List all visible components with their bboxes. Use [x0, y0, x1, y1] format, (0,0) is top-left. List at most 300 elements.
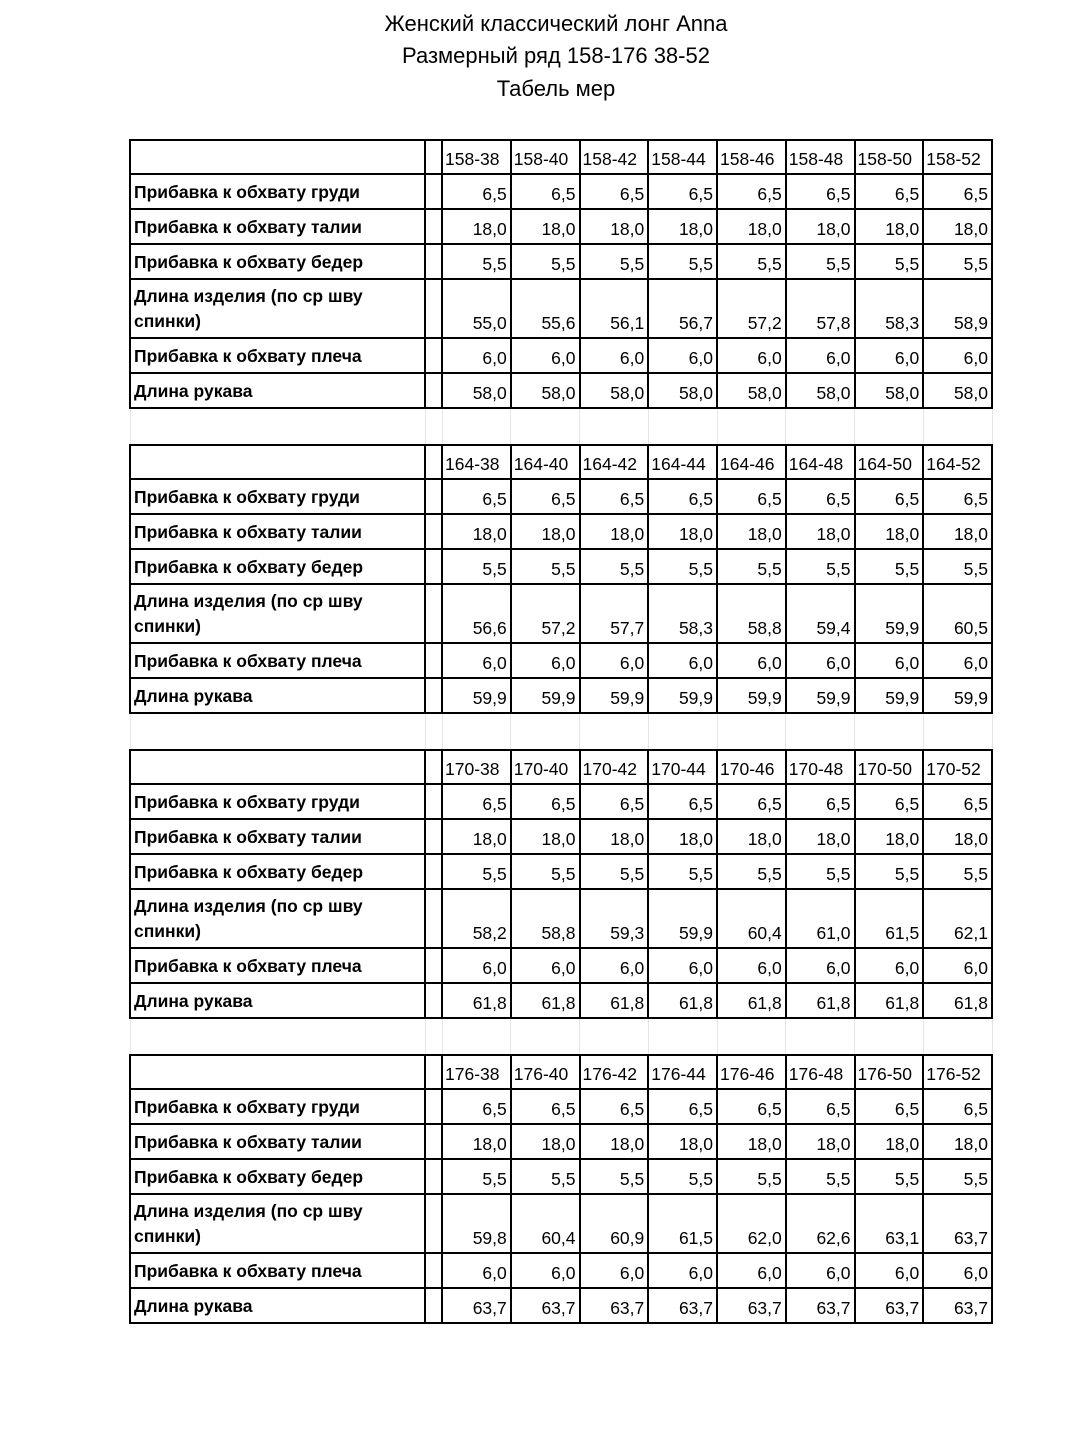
header-empty-cell: [130, 140, 425, 174]
value-cell: 5,5: [580, 1159, 649, 1194]
value-cell: 18,0: [648, 819, 717, 854]
value-cell: 6,5: [511, 784, 580, 819]
value-cell: 6,5: [923, 479, 992, 514]
size-header-cell: 158-38: [442, 140, 511, 174]
row-label: Прибавка к обхвату плеча: [130, 338, 425, 373]
size-header-cell: 158-44: [648, 140, 717, 174]
empty-cell: [425, 1018, 442, 1055]
value-cell: 6,5: [442, 1089, 511, 1124]
value-cell: 5,5: [648, 854, 717, 889]
value-cell: 18,0: [511, 209, 580, 244]
value-cell: 6,5: [923, 174, 992, 209]
spacer-cell: [425, 1253, 442, 1288]
value-cell: 61,8: [442, 983, 511, 1018]
value-cell: 61,5: [648, 1194, 717, 1253]
value-cell: 61,8: [717, 983, 786, 1018]
value-cell: 61,8: [511, 983, 580, 1018]
empty-cell: [717, 408, 786, 445]
size-header-cell: 170-46: [717, 750, 786, 784]
value-cell: 18,0: [442, 514, 511, 549]
spacer-cell: [425, 514, 442, 549]
value-cell: 18,0: [580, 1124, 649, 1159]
value-cell: 5,5: [648, 1159, 717, 1194]
value-cell: 56,7: [648, 279, 717, 338]
empty-cell: [130, 713, 425, 750]
size-header-row: [130, 445, 992, 479]
value-cell: 5,5: [786, 854, 855, 889]
value-cell: 5,5: [442, 1159, 511, 1194]
empty-cell: [511, 1018, 580, 1055]
value-cell: 18,0: [511, 514, 580, 549]
size-header-row: [130, 750, 992, 784]
spacer-cell: [425, 678, 442, 713]
value-cell: 59,9: [648, 678, 717, 713]
value-cell: 6,5: [511, 479, 580, 514]
value-cell: 6,0: [923, 1253, 992, 1288]
size-header-cell: 170-38: [442, 750, 511, 784]
value-cell: 6,0: [648, 1253, 717, 1288]
value-cell: 6,0: [855, 948, 924, 983]
value-cell: 6,5: [855, 1089, 924, 1124]
spacer-cell: [425, 983, 442, 1018]
table-row: [130, 549, 992, 584]
table-row: [130, 1288, 992, 1323]
empty-cell: [923, 408, 992, 445]
value-cell: 60,9: [580, 1194, 649, 1253]
value-cell: 5,5: [717, 1159, 786, 1194]
value-cell: 6,5: [580, 174, 649, 209]
table-row: [130, 174, 992, 209]
empty-cell: [511, 713, 580, 750]
value-cell: 55,6: [511, 279, 580, 338]
spacer-cell: [425, 140, 442, 174]
table-row: [130, 1253, 992, 1288]
value-cell: 63,7: [442, 1288, 511, 1323]
value-cell: 58,8: [717, 584, 786, 643]
value-cell: 5,5: [786, 244, 855, 279]
value-cell: 5,5: [580, 854, 649, 889]
value-cell: 55,0: [442, 279, 511, 338]
size-header-row: [130, 1055, 992, 1089]
spacer-cell: [425, 338, 442, 373]
spacer-cell: [425, 643, 442, 678]
value-cell: 57,8: [786, 279, 855, 338]
table-row: [130, 479, 992, 514]
value-cell: 59,9: [511, 678, 580, 713]
spacer-cell: [425, 209, 442, 244]
size-header-cell: 164-50: [855, 445, 924, 479]
value-cell: 6,5: [786, 1089, 855, 1124]
value-cell: 60,5: [923, 584, 992, 643]
value-cell: 6,5: [442, 479, 511, 514]
spacer-cell: [425, 1055, 442, 1089]
value-cell: 18,0: [442, 209, 511, 244]
value-cell: 6,0: [855, 338, 924, 373]
value-cell: 6,5: [855, 784, 924, 819]
spacer-cell: [425, 174, 442, 209]
value-cell: 63,1: [855, 1194, 924, 1253]
value-cell: 6,0: [648, 643, 717, 678]
value-cell: 5,5: [923, 549, 992, 584]
spacer-cell: [425, 889, 442, 948]
size-header-cell: 170-50: [855, 750, 924, 784]
table-row: [130, 1194, 992, 1253]
row-label: Длина изделия (по ср шву спинки): [130, 889, 425, 948]
size-header-cell: 158-48: [786, 140, 855, 174]
value-cell: 6,0: [786, 338, 855, 373]
value-cell: 18,0: [855, 1124, 924, 1159]
value-cell: 6,0: [580, 948, 649, 983]
value-cell: 5,5: [648, 244, 717, 279]
value-cell: 18,0: [511, 1124, 580, 1159]
value-cell: 6,0: [442, 948, 511, 983]
value-cell: 5,5: [923, 1159, 992, 1194]
value-cell: 6,0: [648, 948, 717, 983]
value-cell: 6,5: [580, 479, 649, 514]
value-cell: 18,0: [580, 514, 649, 549]
value-cell: 18,0: [648, 514, 717, 549]
measurement-table: [129, 139, 993, 1324]
value-cell: 6,0: [855, 643, 924, 678]
value-cell: 18,0: [648, 1124, 717, 1159]
table-row: [130, 889, 992, 948]
value-cell: 6,5: [855, 479, 924, 514]
value-cell: 6,5: [717, 479, 786, 514]
value-cell: 18,0: [648, 209, 717, 244]
value-cell: 18,0: [717, 1124, 786, 1159]
value-cell: 5,5: [855, 1159, 924, 1194]
spacer-cell: [425, 784, 442, 819]
value-cell: 6,5: [855, 174, 924, 209]
value-cell: 59,3: [580, 889, 649, 948]
value-cell: 61,8: [923, 983, 992, 1018]
size-header-cell: 164-38: [442, 445, 511, 479]
size-header-cell: 164-48: [786, 445, 855, 479]
value-cell: 58,0: [511, 373, 580, 408]
row-label: Длина рукава: [130, 373, 425, 408]
value-cell: 5,5: [717, 854, 786, 889]
table-row: [130, 338, 992, 373]
value-cell: 6,5: [923, 1089, 992, 1124]
empty-cell: [511, 408, 580, 445]
empty-cell: [648, 713, 717, 750]
separator-row: [130, 1018, 992, 1055]
spacer-cell: [425, 854, 442, 889]
value-cell: 56,1: [580, 279, 649, 338]
value-cell: 18,0: [511, 819, 580, 854]
value-cell: 6,0: [442, 338, 511, 373]
empty-cell: [855, 1018, 924, 1055]
empty-cell: [923, 713, 992, 750]
separator-row: [130, 713, 992, 750]
size-header-cell: 176-44: [648, 1055, 717, 1089]
value-cell: 6,0: [511, 643, 580, 678]
spacer-cell: [425, 445, 442, 479]
table-row: [130, 643, 992, 678]
value-cell: 5,5: [855, 549, 924, 584]
value-cell: 58,0: [648, 373, 717, 408]
value-cell: 62,0: [717, 1194, 786, 1253]
value-cell: 61,8: [855, 983, 924, 1018]
size-header-cell: 176-48: [786, 1055, 855, 1089]
spacer-cell: [425, 373, 442, 408]
value-cell: 59,9: [786, 678, 855, 713]
value-cell: 61,8: [648, 983, 717, 1018]
value-cell: 6,5: [442, 784, 511, 819]
empty-cell: [786, 408, 855, 445]
value-cell: 63,7: [786, 1288, 855, 1323]
value-cell: 62,6: [786, 1194, 855, 1253]
value-cell: 6,0: [648, 338, 717, 373]
value-cell: 5,5: [786, 549, 855, 584]
table-row: [130, 948, 992, 983]
value-cell: 6,0: [442, 1253, 511, 1288]
value-cell: 63,7: [923, 1194, 992, 1253]
value-cell: 59,9: [923, 678, 992, 713]
empty-cell: [648, 408, 717, 445]
row-label: Прибавка к обхвату талии: [130, 819, 425, 854]
value-cell: 60,4: [717, 889, 786, 948]
value-cell: 6,5: [923, 784, 992, 819]
value-cell: 5,5: [442, 244, 511, 279]
value-cell: 57,2: [717, 279, 786, 338]
value-cell: 6,0: [786, 1253, 855, 1288]
spacer-cell: [425, 1089, 442, 1124]
size-header-cell: 158-46: [717, 140, 786, 174]
value-cell: 58,0: [442, 373, 511, 408]
spacer-cell: [425, 1288, 442, 1323]
spacer-cell: [425, 244, 442, 279]
size-header-cell: 176-38: [442, 1055, 511, 1089]
spacer-cell: [425, 1194, 442, 1253]
empty-cell: [580, 408, 649, 445]
value-cell: 59,9: [580, 678, 649, 713]
empty-cell: [580, 713, 649, 750]
table-row: [130, 678, 992, 713]
value-cell: 59,9: [855, 584, 924, 643]
empty-cell: [855, 408, 924, 445]
empty-cell: [130, 1018, 425, 1055]
separator-row: [130, 408, 992, 445]
value-cell: 6,5: [580, 784, 649, 819]
value-cell: 61,8: [580, 983, 649, 1018]
value-cell: 62,1: [923, 889, 992, 948]
row-label: Прибавка к обхвату груди: [130, 1089, 425, 1124]
value-cell: 5,5: [923, 854, 992, 889]
value-cell: 60,4: [511, 1194, 580, 1253]
value-cell: 58,0: [786, 373, 855, 408]
row-label: Длина рукава: [130, 678, 425, 713]
size-header-cell: 176-52: [923, 1055, 992, 1089]
value-cell: 5,5: [648, 549, 717, 584]
value-cell: 57,2: [511, 584, 580, 643]
row-label: Длина изделия (по ср шву спинки): [130, 1194, 425, 1253]
value-cell: 18,0: [855, 514, 924, 549]
spacer-cell: [425, 819, 442, 854]
size-header-cell: 176-40: [511, 1055, 580, 1089]
empty-cell: [717, 1018, 786, 1055]
value-cell: 18,0: [442, 819, 511, 854]
value-cell: 59,9: [648, 889, 717, 948]
size-header-row: [130, 140, 992, 174]
size-header-cell: 170-44: [648, 750, 717, 784]
value-cell: 63,7: [580, 1288, 649, 1323]
value-cell: 58,8: [511, 889, 580, 948]
value-cell: 6,5: [786, 174, 855, 209]
table-row: [130, 819, 992, 854]
value-cell: 6,0: [923, 338, 992, 373]
size-header-cell: 164-40: [511, 445, 580, 479]
size-header-cell: 158-40: [511, 140, 580, 174]
spacer-cell: [425, 479, 442, 514]
value-cell: 18,0: [786, 1124, 855, 1159]
value-cell: 5,5: [511, 1159, 580, 1194]
value-cell: 6,5: [717, 1089, 786, 1124]
value-cell: 6,0: [855, 1253, 924, 1288]
size-header-cell: 164-42: [580, 445, 649, 479]
table-row: [130, 279, 992, 338]
value-cell: 6,5: [786, 784, 855, 819]
value-cell: 6,5: [786, 479, 855, 514]
row-label: Прибавка к обхвату бедер: [130, 1159, 425, 1194]
table-row: [130, 244, 992, 279]
empty-cell: [786, 713, 855, 750]
value-cell: 58,2: [442, 889, 511, 948]
value-cell: 63,7: [511, 1288, 580, 1323]
value-cell: 6,5: [442, 174, 511, 209]
value-cell: 57,7: [580, 584, 649, 643]
value-cell: 5,5: [855, 244, 924, 279]
table-row: [130, 209, 992, 244]
row-label: Прибавка к обхвату плеча: [130, 1253, 425, 1288]
value-cell: 6,5: [511, 174, 580, 209]
value-cell: 59,8: [442, 1194, 511, 1253]
size-header-cell: 158-52: [923, 140, 992, 174]
empty-cell: [923, 1018, 992, 1055]
value-cell: 6,0: [442, 643, 511, 678]
value-cell: 59,4: [786, 584, 855, 643]
empty-cell: [580, 1018, 649, 1055]
value-cell: 6,5: [717, 174, 786, 209]
size-header-cell: 158-42: [580, 140, 649, 174]
value-cell: 18,0: [717, 514, 786, 549]
row-label: Прибавка к обхвату талии: [130, 1124, 425, 1159]
value-cell: 6,0: [580, 1253, 649, 1288]
value-cell: 5,5: [511, 854, 580, 889]
size-header-cell: 170-52: [923, 750, 992, 784]
spacer-cell: [425, 549, 442, 584]
value-cell: 6,0: [717, 1253, 786, 1288]
size-header-cell: 158-50: [855, 140, 924, 174]
size-header-cell: 176-46: [717, 1055, 786, 1089]
value-cell: 18,0: [923, 1124, 992, 1159]
row-label: Прибавка к обхвату талии: [130, 209, 425, 244]
value-cell: 6,5: [511, 1089, 580, 1124]
value-cell: 58,0: [717, 373, 786, 408]
value-cell: 5,5: [580, 244, 649, 279]
value-cell: 6,0: [511, 338, 580, 373]
value-cell: 6,0: [511, 948, 580, 983]
empty-cell: [717, 713, 786, 750]
value-cell: 18,0: [717, 209, 786, 244]
empty-cell: [425, 408, 442, 445]
value-cell: 18,0: [786, 514, 855, 549]
spacer-cell: [425, 1124, 442, 1159]
value-cell: 58,0: [855, 373, 924, 408]
row-label: Прибавка к обхвату груди: [130, 174, 425, 209]
table-row: [130, 514, 992, 549]
value-cell: 18,0: [786, 819, 855, 854]
empty-cell: [130, 408, 425, 445]
value-cell: 58,9: [923, 279, 992, 338]
spacer-cell: [425, 279, 442, 338]
spacer-cell: [425, 750, 442, 784]
size-header-cell: 164-44: [648, 445, 717, 479]
table-row: [130, 784, 992, 819]
value-cell: 61,5: [855, 889, 924, 948]
size-header-cell: 170-42: [580, 750, 649, 784]
value-cell: 63,7: [923, 1288, 992, 1323]
value-cell: 18,0: [855, 819, 924, 854]
value-cell: 18,0: [580, 819, 649, 854]
spacer-cell: [425, 584, 442, 643]
table-row: [130, 373, 992, 408]
size-header-cell: 170-48: [786, 750, 855, 784]
value-cell: 6,0: [923, 948, 992, 983]
value-cell: 63,7: [648, 1288, 717, 1323]
row-label: Прибавка к обхвату бедер: [130, 854, 425, 889]
value-cell: 5,5: [855, 854, 924, 889]
value-cell: 61,8: [786, 983, 855, 1018]
size-header-cell: 164-46: [717, 445, 786, 479]
value-cell: 63,7: [855, 1288, 924, 1323]
value-cell: 6,0: [580, 643, 649, 678]
size-header-cell: 176-42: [580, 1055, 649, 1089]
row-label: Прибавка к обхвату талии: [130, 514, 425, 549]
value-cell: 61,0: [786, 889, 855, 948]
row-label: Длина рукава: [130, 1288, 425, 1323]
value-cell: 18,0: [580, 209, 649, 244]
row-label: Прибавка к обхвату бедер: [130, 549, 425, 584]
value-cell: 18,0: [442, 1124, 511, 1159]
value-cell: 6,5: [648, 784, 717, 819]
value-cell: 6,5: [717, 784, 786, 819]
size-header-cell: 170-40: [511, 750, 580, 784]
value-cell: 5,5: [442, 854, 511, 889]
value-cell: 59,9: [717, 678, 786, 713]
value-cell: 5,5: [580, 549, 649, 584]
empty-cell: [442, 1018, 511, 1055]
spacer-cell: [425, 948, 442, 983]
value-cell: 6,5: [648, 479, 717, 514]
empty-cell: [648, 1018, 717, 1055]
row-label: Длина изделия (по ср шву спинки): [130, 584, 425, 643]
empty-cell: [442, 713, 511, 750]
value-cell: 5,5: [442, 549, 511, 584]
value-cell: 18,0: [717, 819, 786, 854]
row-label: Прибавка к обхвату плеча: [130, 948, 425, 983]
row-label: Прибавка к обхвату плеча: [130, 643, 425, 678]
table-row: [130, 854, 992, 889]
spacer-cell: [425, 1159, 442, 1194]
empty-cell: [442, 408, 511, 445]
size-range-subtitle: Размерный ряд 158-176 38-52: [402, 43, 710, 68]
empty-cell: [786, 1018, 855, 1055]
value-cell: 59,9: [855, 678, 924, 713]
measurement-table-subtitle: Табель мер: [496, 76, 616, 101]
value-cell: 6,0: [717, 643, 786, 678]
row-label: Длина рукава: [130, 983, 425, 1018]
